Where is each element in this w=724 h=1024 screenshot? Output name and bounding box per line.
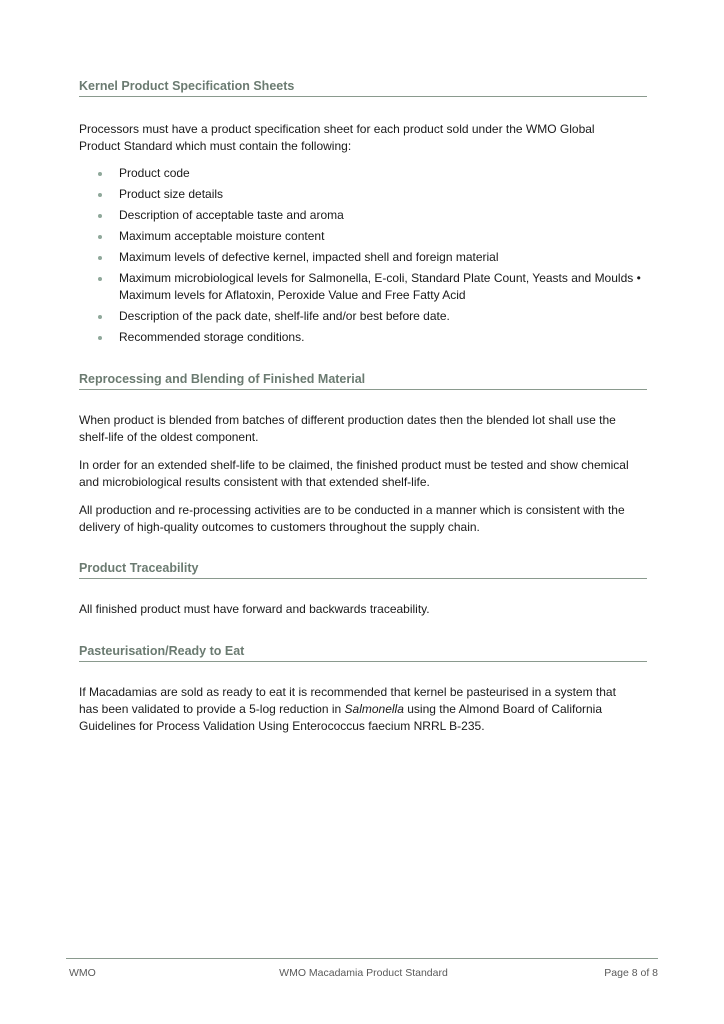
page-footer bbox=[66, 958, 658, 979]
section-heading-pasteurisation: Pasteurisation/Ready to Eat bbox=[79, 643, 647, 662]
bullet-icon bbox=[98, 256, 102, 260]
footer-page-number: Page 8 of 8 bbox=[604, 967, 658, 979]
bullet-icon bbox=[98, 315, 102, 319]
bullet-icon bbox=[98, 172, 102, 176]
footer-org: WMO bbox=[69, 967, 96, 979]
salmonella-italic: Salmonella bbox=[344, 702, 404, 716]
bullet-icon bbox=[98, 336, 102, 340]
list-item: Description of acceptable taste and aroma bbox=[79, 207, 647, 224]
list-item: Maximum acceptable moisture content bbox=[79, 228, 647, 245]
list-item: Product size details bbox=[79, 186, 647, 203]
list-item: Maximum microbiological levels for Salmonella, E-coli, Standard Plate Count, Yeasts and Moulds • Maximum levels for Aflatoxin, Peroxide Value and Free Fatty Acid bbox=[79, 270, 647, 304]
section-heading-reprocessing: Reprocessing and Blending of Finished Material bbox=[79, 371, 647, 390]
list-item: Description of the pack date, shelf-life and/or best before date. bbox=[79, 308, 647, 325]
bullet-icon bbox=[98, 277, 102, 281]
footer-title: WMO Macadamia Product Standard bbox=[279, 967, 448, 979]
section-heading-traceability: Product Traceability bbox=[79, 560, 647, 579]
kernel-spec-list bbox=[79, 165, 647, 346]
list-item: Product code bbox=[79, 165, 647, 182]
section-heading-kernel-spec: Kernel Product Specification Sheets bbox=[79, 78, 647, 97]
pasteurisation-paragraph: If Macadamias are sold as ready to eat it is recommended that kernel be pasteurised in a system that has been validated to provide a 5-log reduction in Salmonella using the Almond Board of California Guidelines for Process Validation Using Enterococcus faecium NRRL B-235. bbox=[79, 685, 616, 733]
kernel-intro-paragraph: Processors must have a product specification sheet for each product sold under the WMO Global Product Standard which must contain the following: bbox=[79, 122, 595, 153]
reprocessing-paragraph-1: When product is blended from batches of different production dates then the blended lot shall use the shelf-life of the oldest component. bbox=[79, 413, 616, 444]
reprocessing-paragraph-3: All production and re-processing activities are to be conducted in a manner which is consistent with the delivery of high-quality outcomes to customers throughout the supply chain. bbox=[79, 503, 625, 534]
page-content bbox=[79, 78, 647, 735]
list-item: Maximum levels of defective kernel, impacted shell and foreign material bbox=[79, 249, 647, 266]
bullet-icon bbox=[98, 235, 102, 239]
reprocessing-paragraph-2: In order for an extended shelf-life to be claimed, the finished product must be tested and show chemical and microbiological results consistent with that extended shelf-life. bbox=[79, 458, 629, 489]
traceability-paragraph: All finished product must have forward and backwards traceability. bbox=[79, 602, 430, 616]
bullet-icon bbox=[98, 193, 102, 197]
bullet-icon bbox=[98, 214, 102, 218]
list-item: Recommended storage conditions. bbox=[79, 329, 647, 346]
